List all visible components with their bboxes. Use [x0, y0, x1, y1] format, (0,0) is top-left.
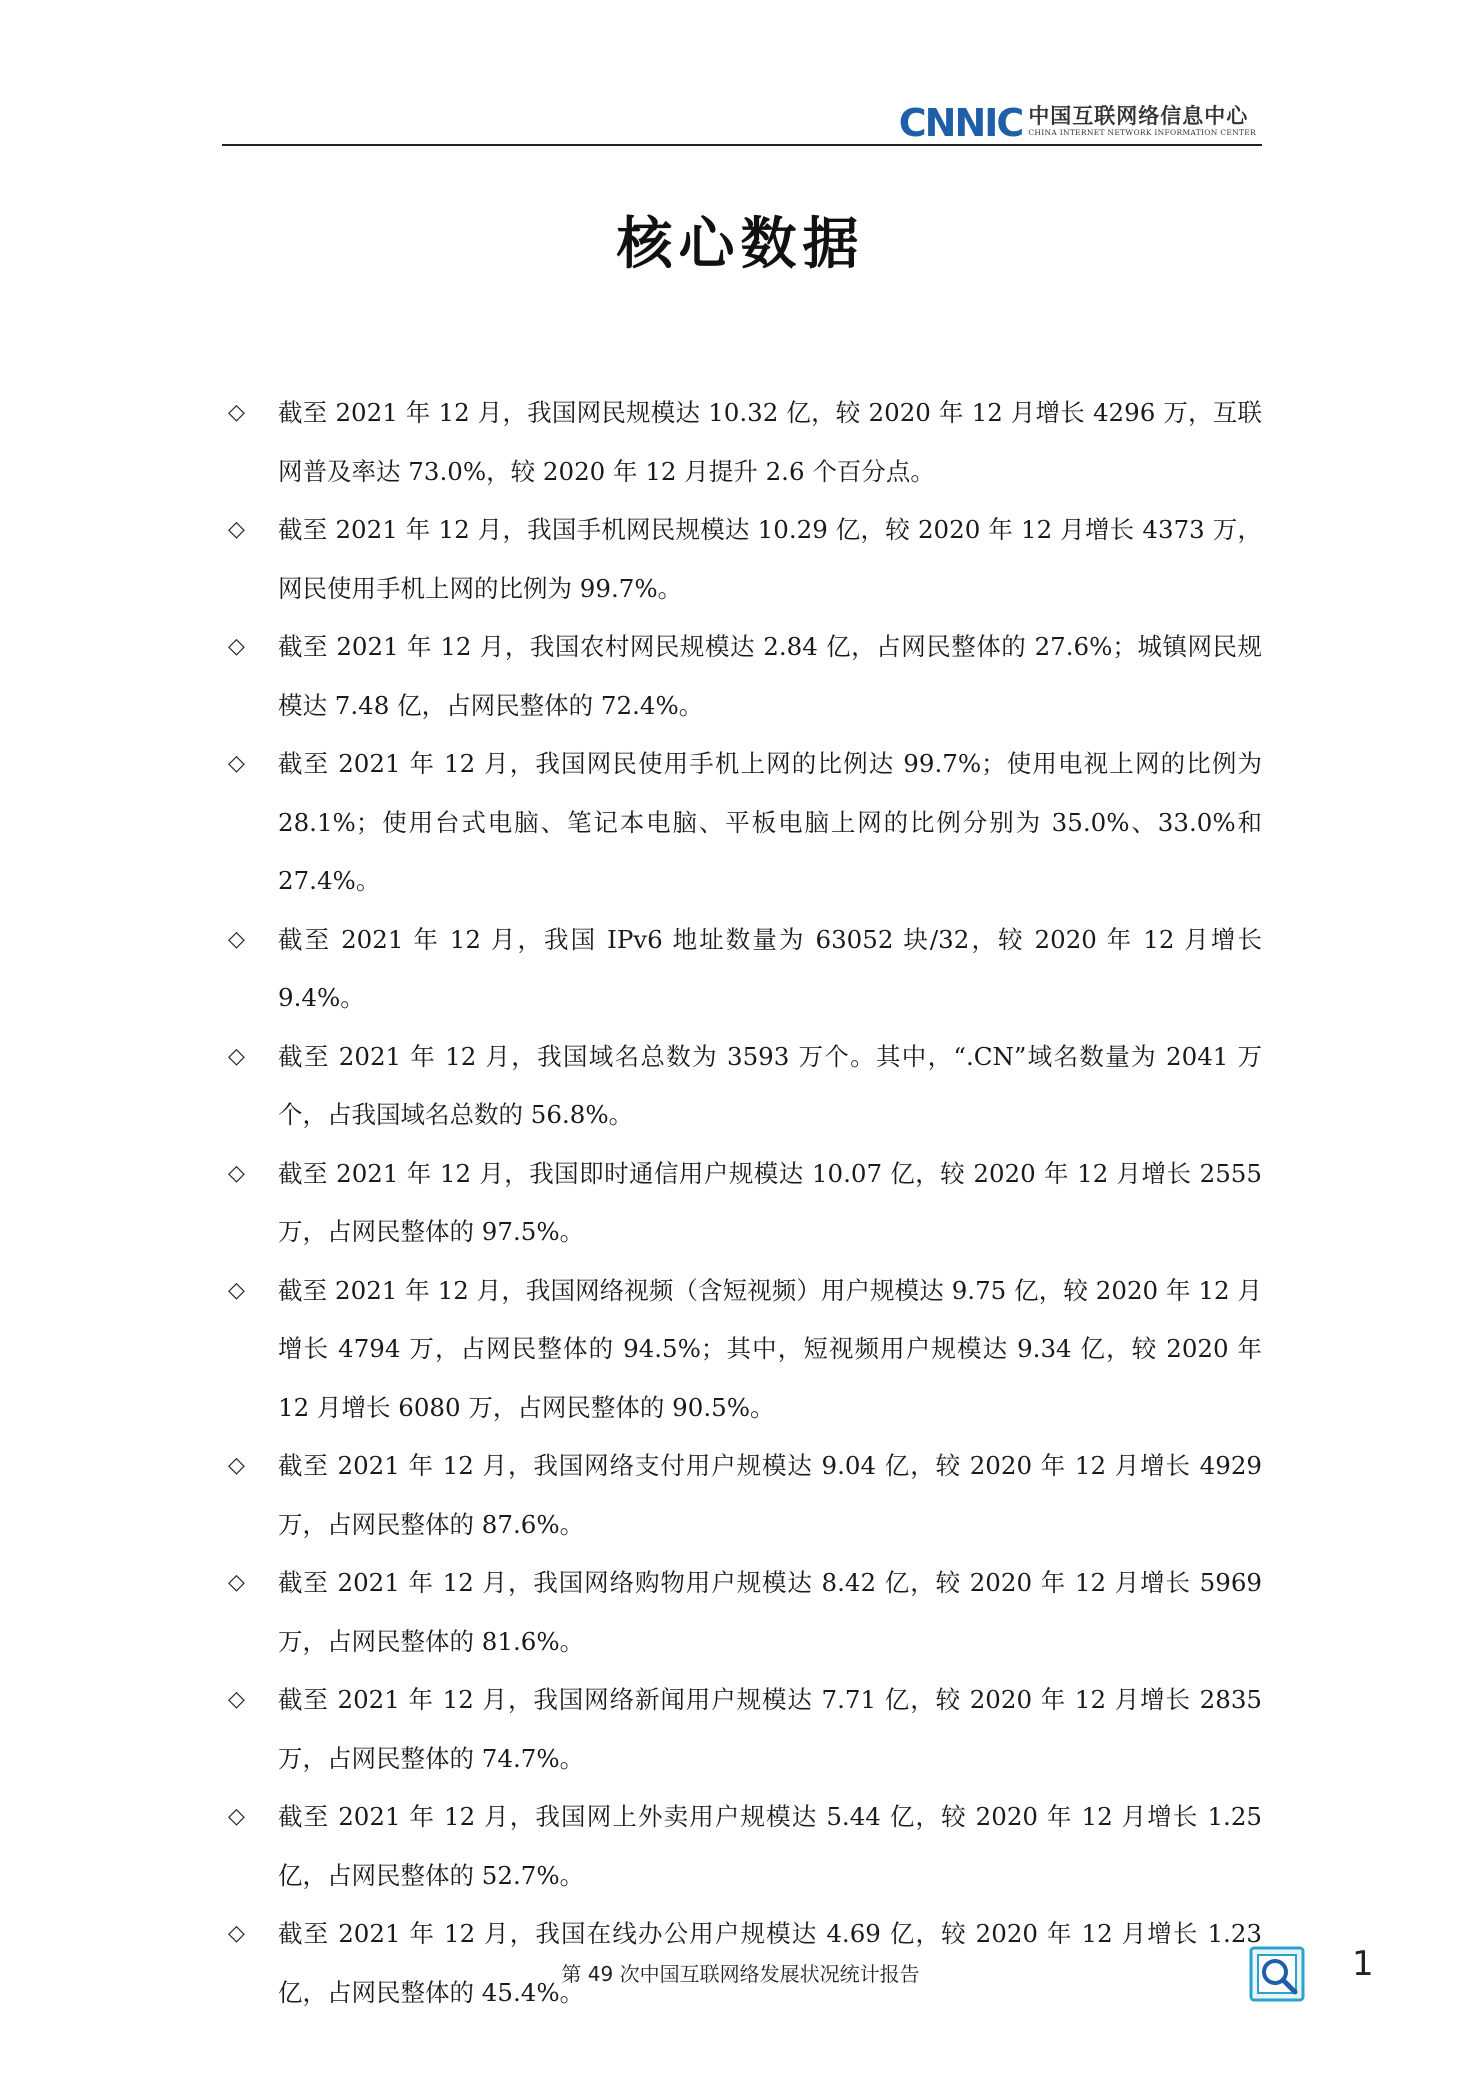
list-item-text: 截至 2021 年 12 月，我国网民规模达 10.32 亿，较 2020 年 12 月增长 4296 万，互联网普及率达 73.0%，较 2020 年 12 月提升 2.6 个百分点。: [278, 398, 1262, 486]
diamond-bullet-icon: ◇: [228, 1453, 245, 1478]
diamond-bullet-icon: ◇: [228, 751, 245, 776]
list-item: [228, 911, 1262, 1028]
list-item: [228, 1671, 1262, 1788]
list-item: [228, 618, 1262, 735]
list-item-text: 截至 2021 年 12 月，我国网上外卖用户规模达 5.44 亿，较 2020 年 12 月增长 1.25 亿，占网民整体的 52.7%。: [278, 1802, 1262, 1890]
cnnic-logo: [898, 101, 1256, 145]
list-item-text: 截至 2021 年 12 月，我国手机网民规模达 10.29 亿，较 2020 年 12 月增长 4373 万，网民使用手机上网的比例为 99.7%。: [278, 515, 1262, 603]
report-search-icon: [1249, 1946, 1305, 2002]
diamond-bullet-icon: ◇: [228, 1277, 245, 1303]
list-item: [228, 1028, 1262, 1145]
diamond-bullet-icon: ◇: [228, 926, 245, 952]
logo-mark: CNNIC: [898, 101, 1023, 145]
report-title: 第 49 次中国互联网络发展状况统计报告: [561, 1962, 920, 1986]
list-item-text: 截至 2021 年 12 月，我国农村网民规模达 2.84 亿，占网民整体的 27.6%；城镇网民规模达 7.48 亿，占网民整体的 72.4%。: [278, 632, 1262, 720]
list-item-text: 截至 2021 年 12 月，我国网民使用手机上网的比例达 99.7%；使用电视上网的比例为 28.1%；使用台式电脑、笔记本电脑、平板电脑上网的比例分别为 35.0%、33.0%和 27.4%。: [278, 749, 1262, 895]
diamond-bullet-icon: ◇: [228, 1921, 245, 1946]
page-header: [222, 98, 1262, 146]
list-item: [228, 735, 1262, 911]
list-item-text: 截至 2021 年 12 月，我国网络支付用户规模达 9.04 亿，较 2020 年 12 月增长 4929 万，占网民整体的 87.6%。: [278, 1451, 1262, 1539]
logo-english-name: CHINA INTERNET NETWORK INFORMATION CENTER: [1028, 128, 1256, 137]
diamond-bullet-icon: ◇: [228, 1160, 245, 1186]
list-item-text: 截至 2021 年 12 月，我国即时通信用户规模达 10.07 亿，较 2020 年 12 月增长 2555 万，占网民整体的 97.5%。: [278, 1158, 1262, 1246]
diamond-bullet-icon: ◇: [228, 400, 245, 425]
page-footer: [0, 1946, 1481, 2006]
diamond-bullet-icon: ◇: [228, 1687, 245, 1712]
list-item: [228, 501, 1262, 618]
list-item-text: 截至 2021 年 12 月，我国在线办公用户规模达 4.69 亿，较 2020 年 12 月增长 1.23 亿，占网民整体的 45.4%。: [278, 1919, 1262, 2007]
list-item-text: 截至 2021 年 12 月，我国网络购物用户规模达 8.42 亿，较 2020 年 12 月增长 5969 万，占网民整体的 81.6%。: [278, 1568, 1262, 1656]
diamond-bullet-icon: ◇: [228, 1570, 245, 1595]
core-data-list: [228, 384, 1262, 2022]
list-item: [228, 1262, 1262, 1438]
page-number: 1: [1352, 1944, 1374, 1984]
list-item: [228, 1788, 1262, 1905]
list-item-text: 截至 2021 年 12 月，我国域名总数为 3593 万个。其中，“.CN”域名数量为 2041 万个，占我国域名总数的 56.8%。: [278, 1041, 1262, 1129]
page-title: 核心数据: [616, 212, 865, 277]
logo-text: [1028, 104, 1256, 138]
list-item-text: 截至 2021 年 12 月，我国 IPv6 地址数量为 63052 块/32，较 2020 年 12 月增长 9.4%。: [278, 924, 1262, 1012]
list-item: [228, 384, 1262, 501]
diamond-bullet-icon: ◇: [228, 634, 245, 659]
list-item-text: 截至 2021 年 12 月，我国网络新闻用户规模达 7.71 亿，较 2020 年 12 月增长 2835 万，占网民整体的 74.7%。: [278, 1685, 1262, 1773]
list-item: [228, 1437, 1262, 1554]
list-item: [228, 1145, 1262, 1262]
list-item-text: 截至 2021 年 12 月，我国网络视频（含短视频）用户规模达 9.75 亿，较 2020 年 12 月增长 4794 万，占网民整体的 94.5%；其中，短视频用户规模达 9.34 亿，较 2020 年 12 月增长 6080 万，占网民整体的 90.5%。: [278, 1275, 1262, 1422]
diamond-bullet-icon: ◇: [228, 517, 245, 542]
diamond-bullet-icon: ◇: [228, 1804, 245, 1829]
diamond-bullet-icon: ◇: [228, 1043, 245, 1069]
logo-chinese-name: 中国互联网络信息中心: [1028, 104, 1249, 128]
list-item: [228, 1554, 1262, 1671]
